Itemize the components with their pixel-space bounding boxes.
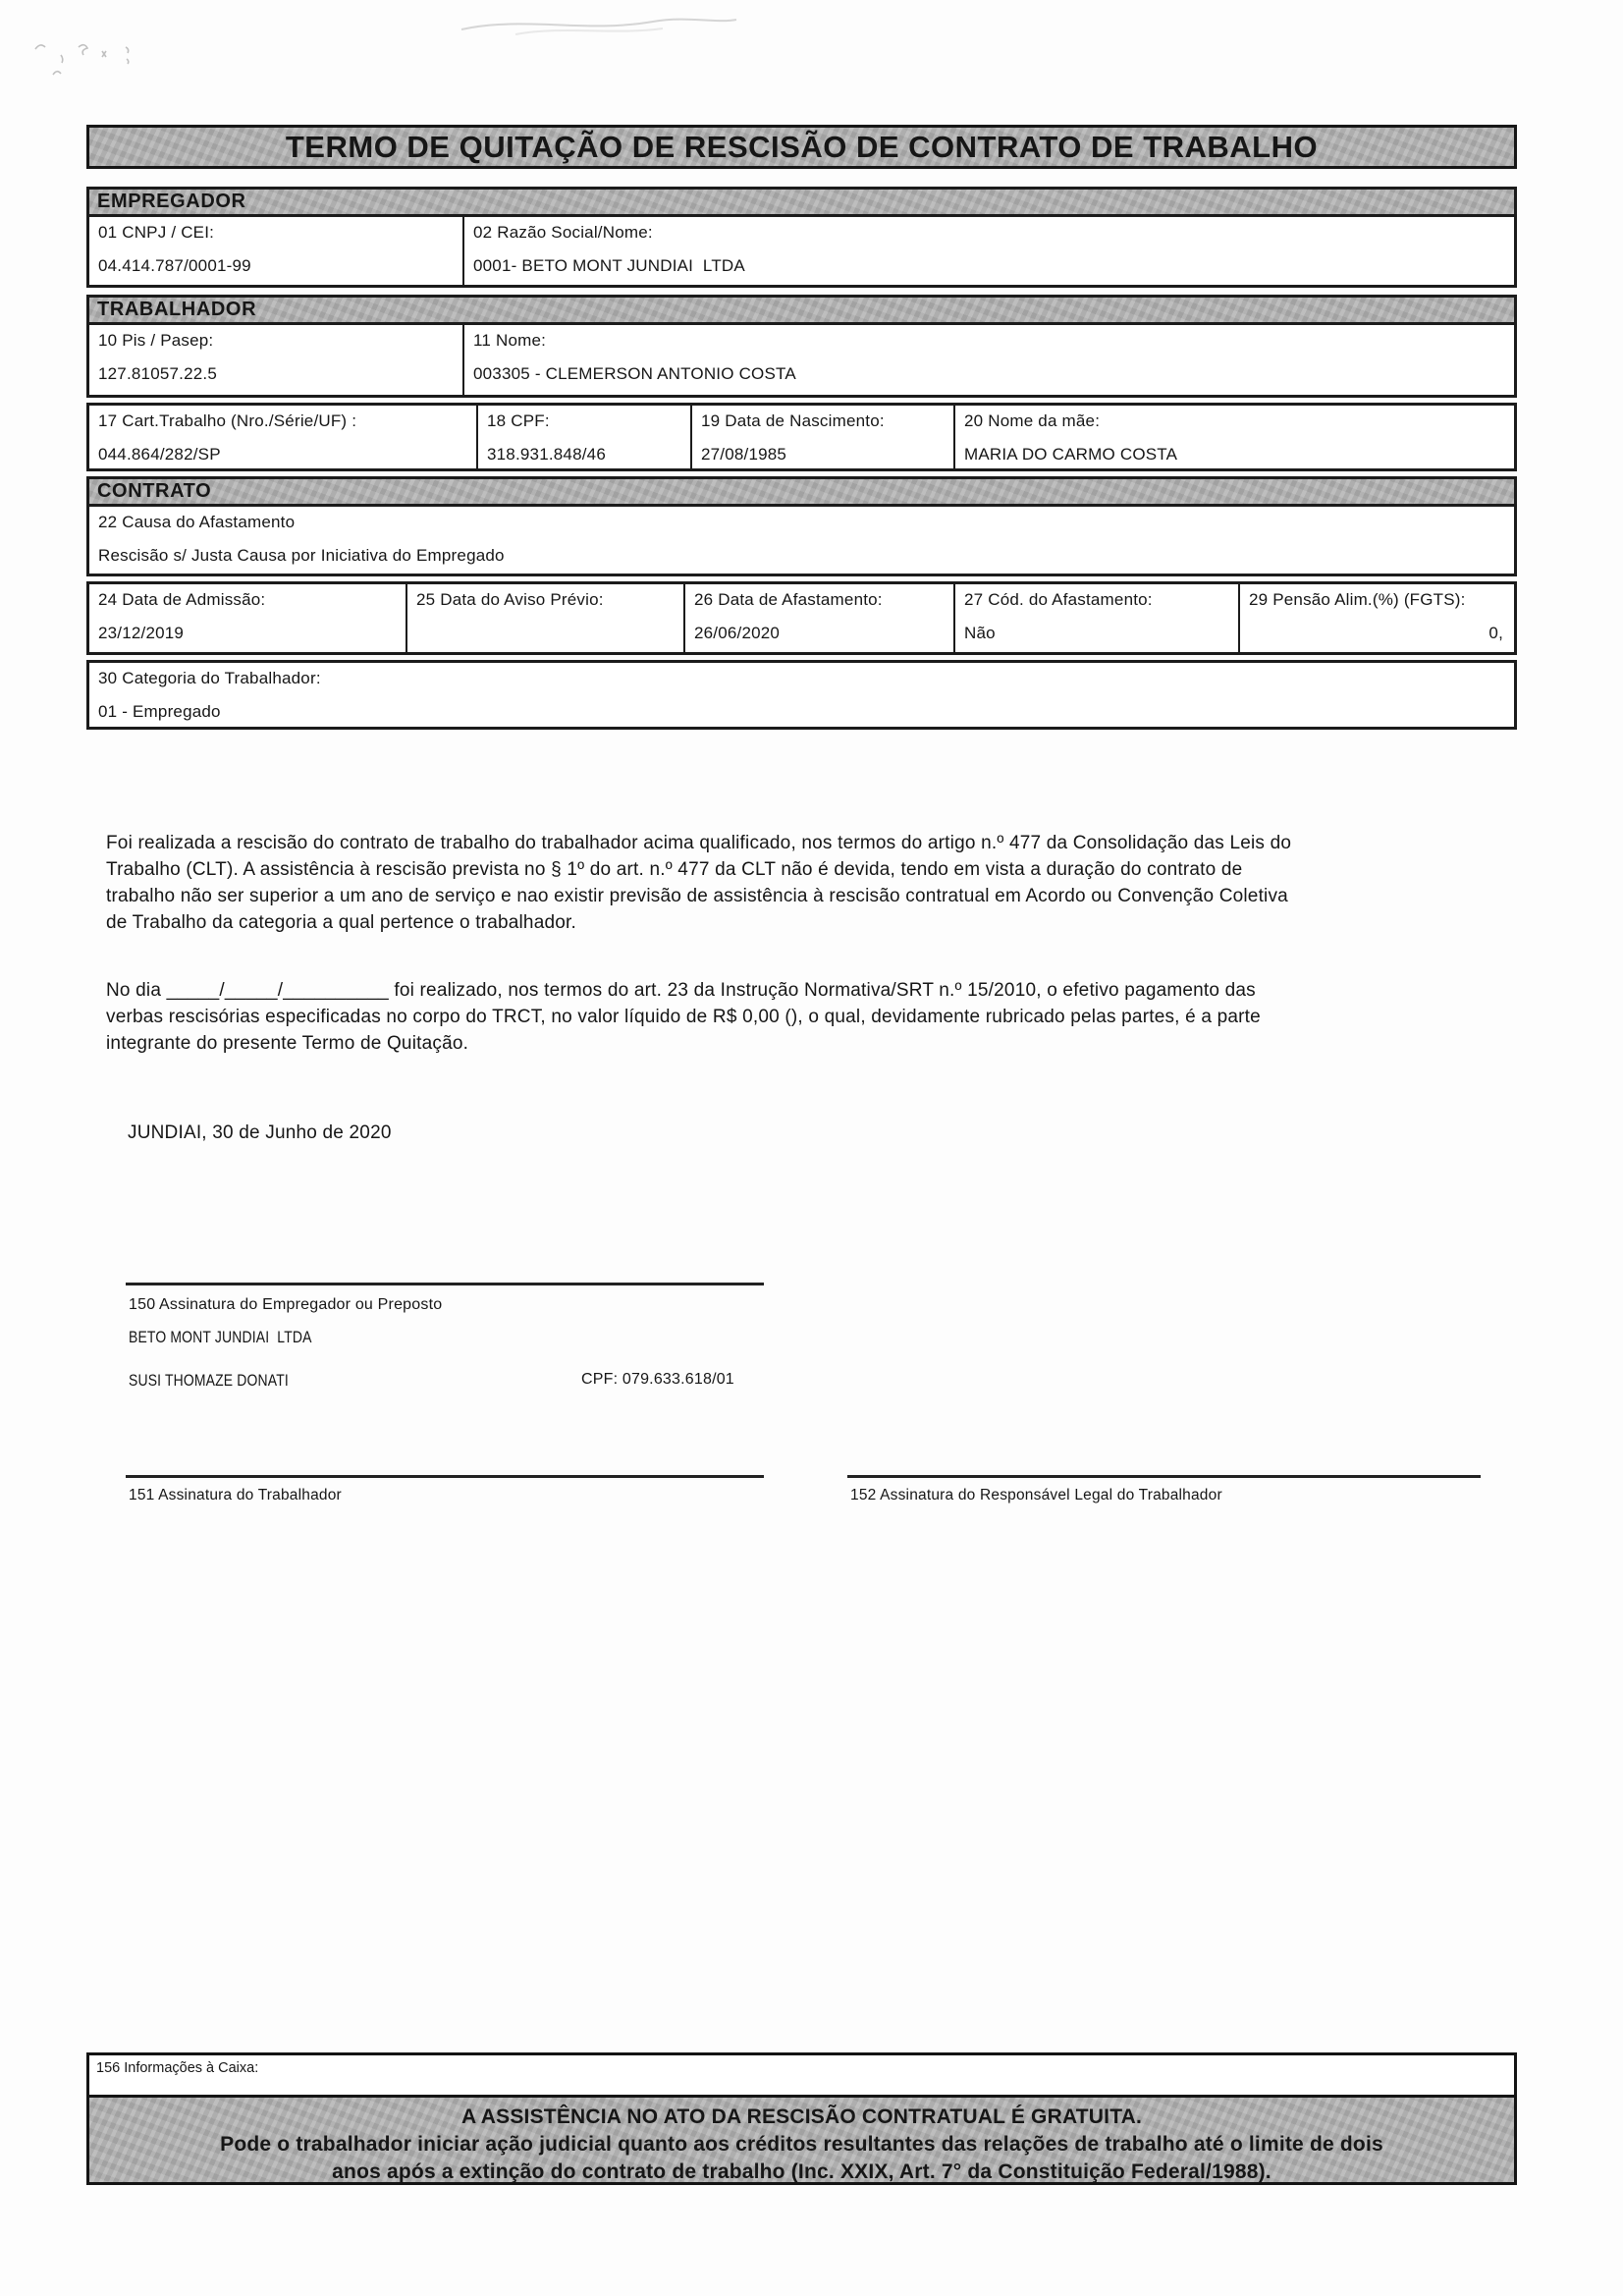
form-title-banner [86, 125, 1517, 169]
date-line: JUNDIAI, 30 de Junho de 2020 [128, 1122, 392, 1143]
section-datas-contrato [86, 581, 1517, 655]
caixa-info-box [86, 2052, 1517, 2095]
pis-label: 10 Pis / Pasep: [98, 331, 214, 350]
pensao-alimenticia-label: 29 Pensão Alim.(%) (FGTS): [1249, 590, 1466, 609]
causa-afastamento-value: Rescisão s/ Justa Causa por Iniciativa do Empregado [98, 546, 505, 565]
cpf-label: 18 CPF: [487, 411, 550, 430]
caixa-info-label: 156 Informações à Caixa: [96, 2060, 259, 2076]
signature-employer-rule [126, 1283, 764, 1285]
paragraph-rescisao: Foi realizada a rescisão do contrato de trabalho do trabalhador acima qualificado, nos termos do artigo n.º 477 da Consolidação das Leis do Trabalho (CLT). A assistência à rescisão prevista no § 1º do art. n.º 477 da CLT não é devida, tendo em vista a duração do contrato de trabalho não ser superior a um ano de serviço e nao existir previsão de assistência à rescisão contratual em Acordo ou Convenção Coletiva de Trabalho da categoria a qual pertence o trabalhador. [106, 833, 1297, 933]
signature-legal-rule [847, 1475, 1481, 1478]
categoria-field [89, 663, 1514, 727]
signature-legal-label: 152 Assinatura do Responsável Legal do Trabalhador [850, 1487, 1222, 1503]
section-empregador [86, 187, 1517, 288]
data-nascimento-field [692, 406, 955, 468]
form-title: TERMO DE QUITAÇÃO DE RESCISÃO DE CONTRATO DE TRABALHO [285, 129, 1319, 164]
signature-employer-label: 150 Assinatura do Empregador ou Preposto [129, 1296, 443, 1313]
data-aviso-previo-label: 25 Data do Aviso Prévio: [416, 590, 604, 609]
nome-mae-label: 20 Nome da mãe: [964, 411, 1101, 430]
data-admissao-field [89, 584, 407, 652]
nome-value: 003305 - CLEMERSON ANTONIO COSTA [473, 364, 796, 383]
cod-afastamento-field [955, 584, 1240, 652]
footer-line-1: A ASSISTÊNCIA NO ATO DA RESCISÃO CONTRATUAL É GRATUITA. [460, 2105, 1143, 2128]
carteira-trabalho-label: 17 Cart.Trabalho (Nro./Série/UF) : [98, 411, 357, 430]
footer-notice-box [86, 2095, 1517, 2185]
categoria-value: 01 - Empregado [98, 702, 221, 721]
cpf-value: 318.931.848/46 [487, 445, 606, 464]
razao-social-field [464, 217, 1514, 285]
section-categoria [86, 660, 1517, 730]
section-documentos [86, 403, 1517, 471]
categoria-label: 30 Categoria do Trabalhador: [98, 669, 321, 687]
section-header-empregador: EMPREGADOR [89, 190, 1514, 217]
employer-company-name: BETO MONT JUNDIAI LTDA [129, 1328, 312, 1346]
cod-afastamento-value: Não [964, 624, 996, 642]
nome-mae-field [955, 406, 1514, 468]
nome-field [464, 325, 1514, 395]
pencil-marks-artifact [27, 33, 155, 82]
employer-rep-cpf: CPF: 079.633.618/01 [581, 1371, 734, 1388]
pis-value: 127.81057.22.5 [98, 364, 217, 383]
pensao-alimenticia-field [1240, 584, 1514, 652]
footer-line-2: Pode o trabalhador iniciar ação judicial quanto aos créditos resultantes das relações de trabalho até o limite de dois [220, 2133, 1383, 2156]
signature-worker-rule [126, 1475, 764, 1478]
section-header-trabalhador: TRABALHADOR [89, 298, 1514, 325]
carteira-trabalho-value: 044.864/282/SP [98, 445, 221, 464]
cnpj-value: 04.414.787/0001-99 [98, 256, 251, 275]
employer-rep-name: SUSI THOMAZE DONATI [129, 1371, 289, 1390]
footer-line-3: anos após a extinção do contrato de trabalho (Inc. XXIX, Art. 7° da Constituição Federal/1988). [332, 2160, 1271, 2183]
section-header-contrato: CONTRATO [89, 479, 1514, 507]
signature-worker-label: 151 Assinatura do Trabalhador [129, 1487, 342, 1503]
data-afastamento-label: 26 Data de Afastamento: [694, 590, 883, 609]
causa-afastamento-label: 22 Causa do Afastamento [98, 513, 296, 531]
paragraph-pagamento: No dia _____/_____/__________ foi realizado, nos termos do art. 23 da Instrução Normativa/SRT n.º 15/2010, o efetivo pagamento das verbas rescisórias especificadas no corpo do TRCT, no valor líquido de R$ 0,00 (), o qual, devidamente rubricado pelas partes, é a parte integrante do presente Termo de Quitação. [106, 980, 1267, 1054]
data-admissao-label: 24 Data de Admissão: [98, 590, 266, 609]
razao-social-label: 02 Razão Social/Nome: [473, 223, 653, 242]
section-trabalhador [86, 295, 1517, 398]
scan-smudge-artifact [457, 10, 741, 39]
data-afastamento-field [685, 584, 955, 652]
data-aviso-previo-field [407, 584, 685, 652]
data-afastamento-value: 26/06/2020 [694, 624, 781, 642]
pensao-alimenticia-value: 0, [1488, 624, 1503, 642]
nome-label: 11 Nome: [473, 331, 547, 350]
cnpj-field [89, 217, 464, 285]
carteira-trabalho-field [89, 406, 478, 468]
nome-mae-value: MARIA DO CARMO COSTA [964, 445, 1178, 464]
cpf-field [478, 406, 692, 468]
cod-afastamento-label: 27 Cód. do Afastamento: [964, 590, 1153, 609]
causa-afastamento-field [89, 507, 1514, 574]
section-contrato [86, 476, 1517, 576]
data-nascimento-value: 27/08/1985 [701, 445, 787, 464]
pis-field [89, 325, 464, 395]
cnpj-label: 01 CNPJ / CEI: [98, 223, 215, 242]
data-admissao-value: 23/12/2019 [98, 624, 185, 642]
data-nascimento-label: 19 Data de Nascimento: [701, 411, 885, 430]
razao-social-value: 0001- BETO MONT JUNDIAI LTDA [473, 256, 745, 275]
